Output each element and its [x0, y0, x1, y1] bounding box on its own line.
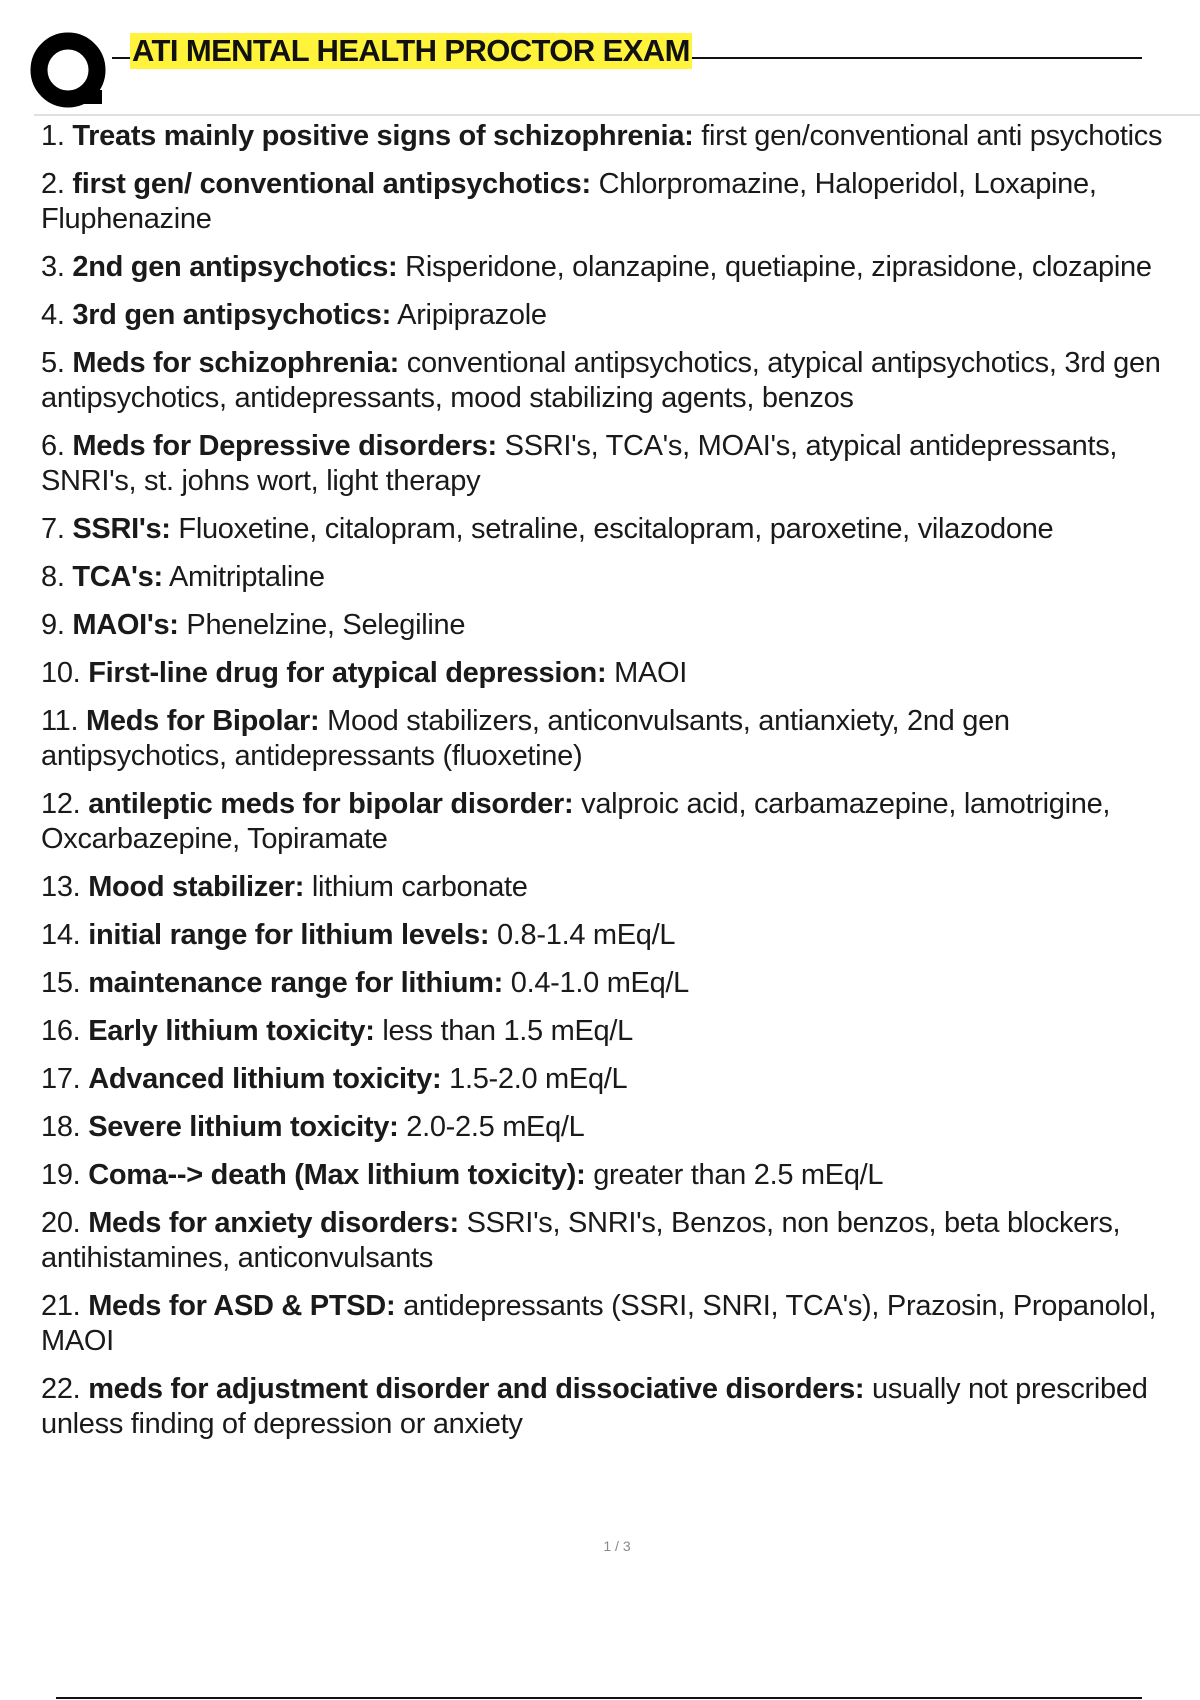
list-item: [41, 966, 1191, 1001]
item-term: maintenance range for lithium:: [88, 967, 503, 999]
item-term: Meds for Bipolar:: [86, 705, 320, 737]
item-definition: valproic acid, carbamazepine, lamotrigine, Oxcarbazepine, Topiramate: [41, 788, 1111, 855]
item-term: meds for adjustment disorder and dissociative disorders:: [88, 1373, 865, 1405]
list-item: [41, 787, 1191, 857]
item-term: antileptic meds for bipolar disorder:: [88, 788, 574, 820]
item-number: 13.: [41, 871, 81, 903]
item-definition: less than 1.5 mEq/L: [382, 1015, 633, 1047]
item-term: initial range for lithium levels:: [88, 919, 490, 951]
item-number: 7.: [41, 513, 65, 545]
page-indicator: 1 / 3: [603, 1538, 631, 1554]
header-divider: [34, 114, 1200, 116]
item-number: 9.: [41, 609, 65, 641]
list-item: [41, 1158, 1191, 1193]
item-term: 2nd gen antipsychotics:: [72, 251, 398, 283]
item-term: Early lithium toxicity:: [88, 1015, 375, 1047]
item-definition: greater than 2.5 mEq/L: [593, 1159, 884, 1191]
list-item: [41, 512, 1191, 547]
item-number: 8.: [41, 561, 65, 593]
page-header: [0, 0, 1200, 120]
item-term: Coma--> death (Max lithium toxicity):: [88, 1159, 586, 1191]
item-definition: MAOI: [614, 657, 688, 689]
list-item: [41, 870, 1191, 905]
item-definition: 0.4-1.0 mEq/L: [510, 967, 690, 999]
item-term: Severe lithium toxicity:: [88, 1111, 399, 1143]
item-definition: 1.5-2.0 mEq/L: [449, 1063, 628, 1095]
item-number: 15.: [41, 967, 81, 999]
item-definition: Chlorpromazine, Haloperidol, Loxapine, Fluphenazine: [41, 168, 1097, 235]
item-number: 17.: [41, 1063, 81, 1095]
item-definition: SSRI's, TCA's, MOAI's, atypical antidepressants, SNRI's, st. johns wort, light therapy: [41, 430, 1118, 497]
item-number: 10.: [41, 657, 81, 689]
item-definition: 2.0-2.5 mEq/L: [406, 1111, 585, 1143]
document-title: ATI MENTAL HEALTH PROCTOR EXAM: [132, 33, 690, 68]
item-number: 14.: [41, 919, 81, 951]
item-number: 5.: [41, 347, 65, 379]
item-term: Mood stabilizer:: [88, 871, 305, 903]
item-definition: usually not prescribed unless finding of depression or anxiety: [41, 1373, 1148, 1440]
item-term: Meds for anxiety disorders:: [88, 1207, 459, 1239]
item-number: 12.: [41, 788, 81, 820]
flashcard-list: [41, 119, 1191, 1455]
item-term: SSRI's:: [72, 513, 171, 545]
item-definition: Aripiprazole: [397, 299, 547, 331]
item-number: 22.: [41, 1373, 81, 1405]
item-definition: SSRI's, SNRI's, Benzos, non benzos, beta blockers, antihistamines, anticonvulsants: [41, 1207, 1121, 1274]
item-definition: conventional antipsychotics, atypical antipsychotics, 3rd gen antipsychotics, antidepressants, mood stabilizing agents, benzos: [41, 347, 1161, 414]
list-item: [41, 250, 1191, 285]
list-item: [41, 298, 1191, 333]
item-definition: Mood stabilizers, anticonvulsants, antianxiety, 2nd gen antipsychotics, antidepressants (fluoxetine): [41, 705, 1010, 772]
list-item: [41, 119, 1191, 154]
item-number: 21.: [41, 1290, 81, 1322]
item-term: Treats mainly positive signs of schizophrenia:: [72, 120, 694, 152]
list-item: [41, 656, 1191, 691]
item-term: TCA's:: [72, 561, 163, 593]
footer-rule: [56, 1697, 1142, 1699]
list-item: [41, 1206, 1191, 1276]
item-definition: Amitriptaline: [169, 561, 325, 593]
item-definition: Fluoxetine, citalopram, setraline, escitalopram, paroxetine, vilazodone: [178, 513, 1054, 545]
list-item: [41, 608, 1191, 643]
list-item: [41, 429, 1191, 499]
item-number: 16.: [41, 1015, 81, 1047]
list-item: [41, 1289, 1191, 1359]
item-definition: lithium carbonate: [311, 871, 528, 903]
list-item: [41, 1014, 1191, 1049]
item-term: 3rd gen antipsychotics:: [72, 299, 391, 331]
item-term: First-line drug for atypical depression:: [88, 657, 607, 689]
list-item: [41, 167, 1191, 237]
q-logo-icon: [30, 32, 112, 114]
item-term: first gen/ conventional antipsychotics:: [72, 168, 591, 200]
list-item: [41, 918, 1191, 953]
item-definition: antidepressants (SSRI, SNRI, TCA's), Prazosin, Propanolol, MAOI: [41, 1290, 1157, 1357]
list-item: [41, 346, 1191, 416]
item-term: Meds for schizophrenia:: [72, 347, 400, 379]
item-number: 20.: [41, 1207, 81, 1239]
item-number: 2.: [41, 168, 65, 200]
item-term: Meds for Depressive disorders:: [72, 430, 497, 462]
list-item: [41, 1110, 1191, 1145]
item-number: 18.: [41, 1111, 81, 1143]
item-definition: Phenelzine, Selegiline: [186, 609, 466, 641]
item-number: 19.: [41, 1159, 81, 1191]
item-term: MAOI's:: [72, 609, 179, 641]
item-term: Advanced lithium toxicity:: [88, 1063, 442, 1095]
list-item: [41, 1372, 1191, 1442]
list-item: [41, 1062, 1191, 1097]
item-definition: Risperidone, olanzapine, quetiapine, ziprasidone, clozapine: [405, 251, 1152, 283]
item-number: 4.: [41, 299, 65, 331]
item-number: 3.: [41, 251, 65, 283]
item-definition: 0.8-1.4 mEq/L: [496, 919, 676, 951]
item-number: 1.: [41, 120, 65, 152]
item-definition: first gen/conventional anti psychotics: [701, 120, 1163, 152]
item-number: 11.: [41, 705, 79, 737]
list-item: [41, 560, 1191, 595]
item-number: 6.: [41, 430, 65, 462]
list-item: [41, 704, 1191, 774]
item-term: Meds for ASD & PTSD:: [88, 1290, 396, 1322]
